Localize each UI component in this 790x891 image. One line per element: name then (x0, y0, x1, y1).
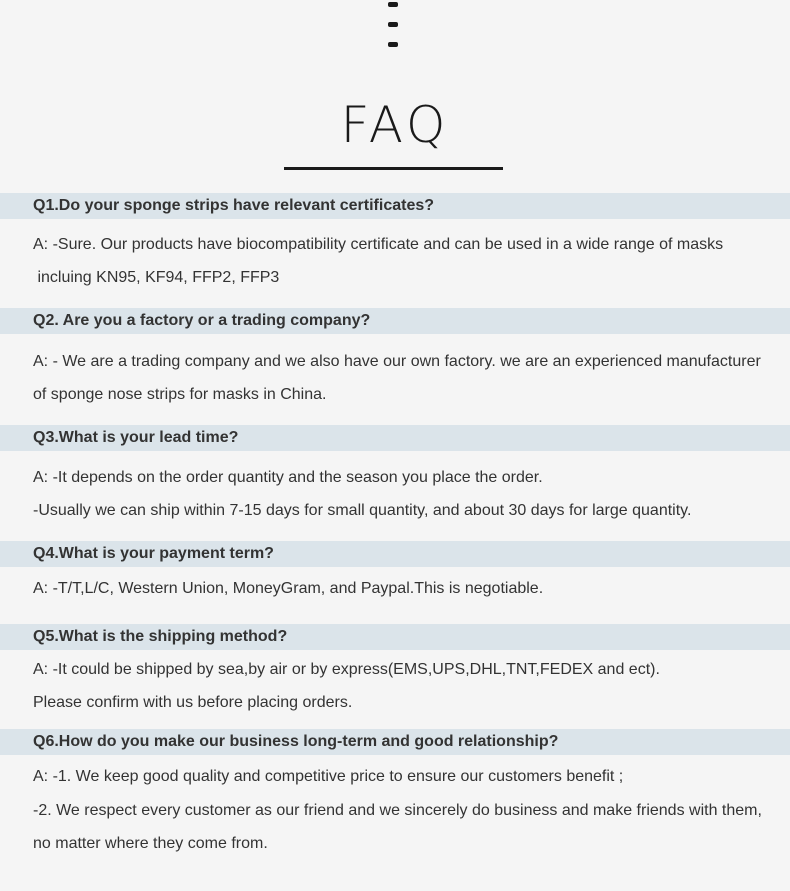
faq-answer-2-line-2: of sponge nose strips for masks in China. (33, 386, 327, 403)
title-underline (284, 167, 503, 170)
faq-answer-1-line-2: incluing KN95, KF94, FFP2, FFP3 (33, 269, 280, 286)
dot-2 (388, 22, 398, 27)
page-title: FAQ (340, 96, 450, 154)
faq-answer-5-line-1: A: -It could be shipped by sea,by air or by express(EMS,UPS,DHL,TNT,FEDEX and ect). (33, 661, 660, 678)
faq-question-4: Q4.What is your payment term? (0, 541, 790, 567)
faq-answer-6-line-2: -2. We respect every customer as our friend and we sincerely do business and make friends with them, (33, 802, 762, 819)
faq-answer-4-line-1: A: -T/T,L/C, Western Union, MoneyGram, and Paypal.This is negotiable. (33, 580, 544, 597)
faq-question-6: Q6.How do you make our business long-term and good relationship? (0, 729, 790, 755)
faq-answer-6-line-1: A: -1. We keep good quality and competitive price to ensure our customers benefit ; (33, 768, 624, 785)
faq-answer-6-line-3: no matter where they come from. (33, 835, 268, 852)
faq-answer-3-line-2: -Usually we can ship within 7-15 days for small quantity, and about 30 days for large quantity. (33, 502, 692, 519)
faq-answer-2-line-1: A: - We are a trading company and we also have our own factory. we are an experienced manufacturer (33, 353, 761, 370)
faq-question-3: Q3.What is your lead time? (0, 425, 790, 451)
faq-answer-5-line-2: Please confirm with us before placing orders. (33, 694, 353, 711)
faq-question-5: Q5.What is the shipping method? (0, 624, 790, 650)
faq-question-2: Q2. Are you a factory or a trading company? (0, 308, 790, 334)
faq-answer-3-line-1: A: -It depends on the order quantity and the season you place the order. (33, 469, 543, 486)
faq-question-1: Q1.Do your sponge strips have relevant certificates? (0, 193, 790, 219)
dot-1 (388, 2, 398, 7)
dot-3 (388, 42, 398, 47)
faq-answer-1-line-1: A: -Sure. Our products have biocompatibility certificate and can be used in a wide range of masks (33, 236, 724, 253)
